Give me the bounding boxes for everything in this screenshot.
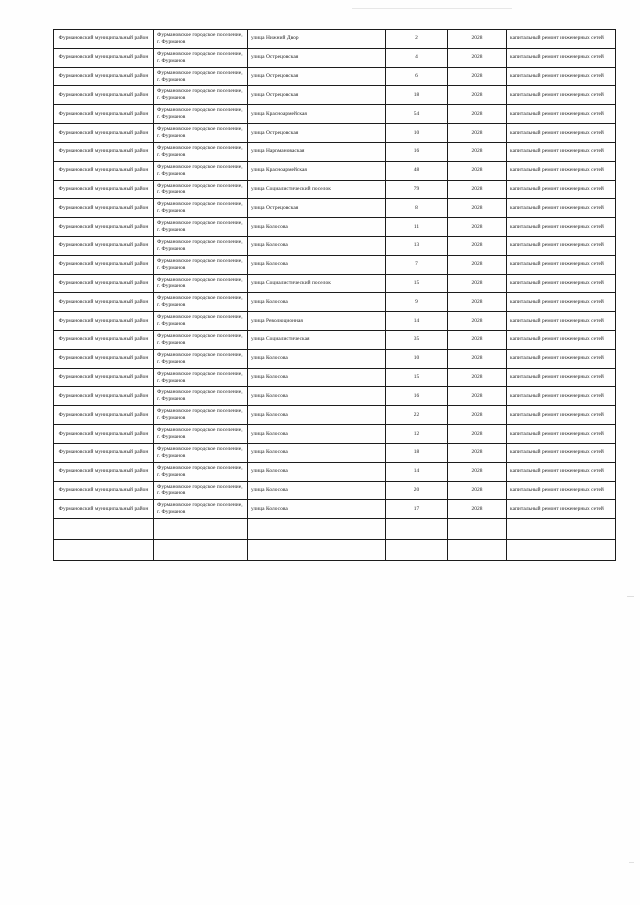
cell-settlement: Фурмановское городское поселение, г. Фурманов [154, 142, 248, 161]
table-row [54, 48, 616, 67]
cell-work-type: капитальный ремонт инженерных сетей [507, 462, 616, 481]
cell-region: Фурмановский муниципальный район [54, 500, 154, 519]
cell-street: улица Колосова [248, 443, 386, 462]
cell-year: 2028 [448, 236, 507, 255]
cell-region: Фурмановский муниципальный район [54, 124, 154, 143]
cell-settlement: Фурмановское городское поселение, г. Фурманов [154, 293, 248, 312]
cell-house: 10 [386, 124, 448, 143]
cell-year: 2028 [448, 368, 507, 387]
cell-year-empty [448, 540, 507, 561]
cell-house: 11 [386, 218, 448, 237]
table-row [54, 331, 616, 350]
cell-settlement: Фурмановское городское поселение, г. Фурманов [154, 481, 248, 500]
cell-settlement: Фурмановское городское поселение, г. Фурманов [154, 312, 248, 331]
cell-settlement: Фурмановское городское поселение, г. Фурманов [154, 86, 248, 105]
cell-settlement: Фурмановское городское поселение, г. Фурманов [154, 30, 248, 49]
cell-work-type: капитальный ремонт инженерных сетей [507, 86, 616, 105]
cell-house: 48 [386, 161, 448, 180]
cell-street: улица Колосова [248, 500, 386, 519]
cell-year: 2028 [448, 105, 507, 124]
cell-region: Фурмановский муниципальный район [54, 481, 154, 500]
scan-artifact-top [352, 8, 512, 9]
cell-house: 18 [386, 443, 448, 462]
cell-house: 15 [386, 368, 448, 387]
cell-house: 2 [386, 30, 448, 49]
cell-work-type-empty [507, 519, 616, 540]
table-row [54, 462, 616, 481]
cell-work-type: капитальный ремонт инженерных сетей [507, 255, 616, 274]
cell-region: Фурмановский муниципальный район [54, 274, 154, 293]
cell-year: 2028 [448, 124, 507, 143]
cell-street: улица Красноармейская [248, 161, 386, 180]
cell-street: улица Острецовская [248, 199, 386, 218]
cell-house: 7 [386, 255, 448, 274]
cell-work-type: капитальный ремонт инженерных сетей [507, 161, 616, 180]
cell-house: 18 [386, 86, 448, 105]
cell-region: Фурмановский муниципальный район [54, 199, 154, 218]
cell-year: 2028 [448, 161, 507, 180]
cell-street: улица Острецовская [248, 48, 386, 67]
cell-settlement: Фурмановское городское поселение, г. Фурманов [154, 124, 248, 143]
cell-work-type: капитальный ремонт инженерных сетей [507, 124, 616, 143]
cell-house: 17 [386, 500, 448, 519]
cell-work-type: капитальный ремонт инженерных сетей [507, 312, 616, 331]
cell-year: 2028 [448, 218, 507, 237]
cell-region: Фурмановский муниципальный район [54, 368, 154, 387]
cell-street: улица Колосова [248, 236, 386, 255]
cell-street: улица Социалистический поселок [248, 274, 386, 293]
table-row [54, 218, 616, 237]
cell-region-empty [54, 519, 154, 540]
cell-year: 2028 [448, 500, 507, 519]
cell-house: 79 [386, 180, 448, 199]
cell-year: 2028 [448, 462, 507, 481]
cell-work-type-empty [507, 540, 616, 561]
cell-street: улица Революционная [248, 312, 386, 331]
cell-region: Фурмановский муниципальный район [54, 387, 154, 406]
cell-settlement: Фурмановское городское поселение, г. Фурманов [154, 274, 248, 293]
cell-house: 14 [386, 462, 448, 481]
cell-work-type: капитальный ремонт инженерных сетей [507, 368, 616, 387]
table-row [54, 67, 616, 86]
cell-settlement: Фурмановское городское поселение, г. Фурманов [154, 105, 248, 124]
cell-year: 2028 [448, 180, 507, 199]
cell-settlement: Фурмановское городское поселение, г. Фурманов [154, 236, 248, 255]
cell-year: 2028 [448, 481, 507, 500]
cell-house: 12 [386, 425, 448, 444]
cell-street: улица Колосова [248, 387, 386, 406]
cell-work-type: капитальный ремонт инженерных сетей [507, 274, 616, 293]
cell-work-type: капитальный ремонт инженерных сетей [507, 406, 616, 425]
cell-settlement-empty [154, 540, 248, 561]
cell-year: 2028 [448, 86, 507, 105]
table-row [54, 274, 616, 293]
cell-house: 6 [386, 67, 448, 86]
cell-settlement: Фурмановское городское поселение, г. Фурманов [154, 443, 248, 462]
cell-region: Фурмановский муниципальный район [54, 443, 154, 462]
table-row [54, 368, 616, 387]
cell-house: 8 [386, 199, 448, 218]
table-row [54, 443, 616, 462]
cell-settlement: Фурмановское городское поселение, г. Фурманов [154, 500, 248, 519]
cell-work-type: капитальный ремонт инженерных сетей [507, 349, 616, 368]
cell-work-type: капитальный ремонт инженерных сетей [507, 293, 616, 312]
cell-house-empty [386, 519, 448, 540]
cell-street-empty [248, 519, 386, 540]
cell-house: 14 [386, 312, 448, 331]
cell-region-empty [54, 540, 154, 561]
cell-settlement: Фурмановское городское поселение, г. Фурманов [154, 349, 248, 368]
cell-year: 2028 [448, 274, 507, 293]
table-row [54, 124, 616, 143]
table-row [54, 180, 616, 199]
cell-year: 2028 [448, 443, 507, 462]
cell-year: 2028 [448, 312, 507, 331]
table-row [54, 199, 616, 218]
cell-settlement: Фурмановское городское поселение, г. Фурманов [154, 462, 248, 481]
cell-house: 16 [386, 387, 448, 406]
cell-region: Фурмановский муниципальный район [54, 161, 154, 180]
table-body [54, 30, 616, 561]
cell-region: Фурмановский муниципальный район [54, 180, 154, 199]
cell-work-type: капитальный ремонт инженерных сетей [507, 500, 616, 519]
cell-settlement: Фурмановское городское поселение, г. Фурманов [154, 161, 248, 180]
table-row [54, 86, 616, 105]
cell-region: Фурмановский муниципальный район [54, 236, 154, 255]
table-row [54, 161, 616, 180]
cell-street: улица Острецовская [248, 124, 386, 143]
cell-year: 2028 [448, 349, 507, 368]
cell-house: 15 [386, 274, 448, 293]
cell-settlement: Фурмановское городское поселение, г. Фурманов [154, 67, 248, 86]
cell-settlement: Фурмановское городское поселение, г. Фурманов [154, 368, 248, 387]
cell-region: Фурмановский муниципальный район [54, 105, 154, 124]
table-row [54, 406, 616, 425]
cell-region: Фурмановский муниципальный район [54, 142, 154, 161]
cell-region: Фурмановский муниципальный район [54, 425, 154, 444]
cell-year: 2028 [448, 293, 507, 312]
cell-year: 2028 [448, 255, 507, 274]
cell-year: 2028 [448, 67, 507, 86]
cell-house: 35 [386, 331, 448, 350]
table-row [54, 293, 616, 312]
table-row [54, 236, 616, 255]
cell-street: улица Острецовская [248, 67, 386, 86]
table-row [54, 500, 616, 519]
cell-house-empty [386, 540, 448, 561]
cell-work-type: капитальный ремонт инженерных сетей [507, 236, 616, 255]
cell-region: Фурмановский муниципальный район [54, 218, 154, 237]
cell-year: 2028 [448, 387, 507, 406]
cell-street: улица Колосова [248, 462, 386, 481]
cell-street: улица Красноармейская [248, 105, 386, 124]
cell-year: 2028 [448, 199, 507, 218]
cell-region: Фурмановский муниципальный район [54, 312, 154, 331]
cell-street: улица Колосова [248, 255, 386, 274]
cell-settlement: Фурмановское городское поселение, г. Фурманов [154, 425, 248, 444]
cell-house: 20 [386, 481, 448, 500]
cell-street: улица Нижний Двор [248, 30, 386, 49]
cell-region: Фурмановский муниципальный район [54, 406, 154, 425]
cell-street: улица Колосова [248, 293, 386, 312]
cell-year: 2028 [448, 406, 507, 425]
capital-repair-table [53, 29, 616, 561]
cell-street: улица Колосова [248, 406, 386, 425]
cell-work-type: капитальный ремонт инженерных сетей [507, 443, 616, 462]
cell-settlement: Фурмановское городское поселение, г. Фурманов [154, 48, 248, 67]
cell-region: Фурмановский муниципальный район [54, 67, 154, 86]
cell-street: улица Острецовская [248, 86, 386, 105]
cell-region: Фурмановский муниципальный район [54, 30, 154, 49]
cell-street-empty [248, 540, 386, 561]
cell-work-type: капитальный ремонт инженерных сетей [507, 387, 616, 406]
cell-work-type: капитальный ремонт инженерных сетей [507, 425, 616, 444]
scan-artifact-right [627, 596, 634, 597]
cell-street: улица Колосова [248, 218, 386, 237]
scan-artifact-right-lower [629, 862, 634, 863]
cell-street: улица Колосова [248, 368, 386, 387]
cell-settlement: Фурмановское городское поселение, г. Фурманов [154, 331, 248, 350]
cell-settlement: Фурмановское городское поселение, г. Фурманов [154, 406, 248, 425]
cell-settlement: Фурмановское городское поселение, г. Фурманов [154, 255, 248, 274]
cell-year: 2028 [448, 48, 507, 67]
cell-year: 2028 [448, 331, 507, 350]
cell-house: 9 [386, 293, 448, 312]
table-row [54, 349, 616, 368]
cell-region: Фурмановский муниципальный район [54, 48, 154, 67]
cell-work-type: капитальный ремонт инженерных сетей [507, 105, 616, 124]
table-row [54, 255, 616, 274]
cell-settlement: Фурмановское городское поселение, г. Фурманов [154, 180, 248, 199]
cell-region: Фурмановский муниципальный район [54, 293, 154, 312]
cell-work-type: капитальный ремонт инженерных сетей [507, 218, 616, 237]
cell-street: улица Колосова [248, 481, 386, 500]
cell-house: 4 [386, 48, 448, 67]
cell-year: 2028 [448, 30, 507, 49]
cell-street: улица Социалистическая [248, 331, 386, 350]
cell-work-type: капитальный ремонт инженерных сетей [507, 199, 616, 218]
cell-work-type: капитальный ремонт инженерных сетей [507, 180, 616, 199]
cell-settlement: Фурмановское городское поселение, г. Фурманов [154, 387, 248, 406]
cell-house: 10 [386, 349, 448, 368]
cell-house: 22 [386, 406, 448, 425]
cell-settlement: Фурмановское городское поселение, г. Фурманов [154, 218, 248, 237]
cell-region: Фурмановский муниципальный район [54, 349, 154, 368]
table-row [54, 105, 616, 124]
table-row [54, 481, 616, 500]
cell-street: улица Колосова [248, 425, 386, 444]
cell-work-type: капитальный ремонт инженерных сетей [507, 481, 616, 500]
table-row-empty [54, 540, 616, 561]
cell-house: 16 [386, 142, 448, 161]
cell-settlement-empty [154, 519, 248, 540]
cell-year-empty [448, 519, 507, 540]
cell-work-type: капитальный ремонт инженерных сетей [507, 142, 616, 161]
cell-year: 2028 [448, 142, 507, 161]
cell-settlement: Фурмановское городское поселение, г. Фурманов [154, 199, 248, 218]
cell-street: улица Нарnмановаская [248, 142, 386, 161]
cell-region: Фурмановский муниципальный район [54, 86, 154, 105]
cell-house: 54 [386, 105, 448, 124]
cell-work-type: капитальный ремонт инженерных сетей [507, 67, 616, 86]
cell-region: Фурмановский муниципальный район [54, 255, 154, 274]
cell-region: Фурмановский муниципальный район [54, 331, 154, 350]
table-row-empty [54, 519, 616, 540]
cell-region: Фурмановский муниципальный район [54, 462, 154, 481]
table-row [54, 425, 616, 444]
cell-street: улица Колосова [248, 349, 386, 368]
table-row [54, 142, 616, 161]
cell-work-type: капитальный ремонт инженерных сетей [507, 48, 616, 67]
table-row [54, 312, 616, 331]
cell-street: улица Социалистический поселок [248, 180, 386, 199]
table-row [54, 387, 616, 406]
cell-work-type: капитальный ремонт инженерных сетей [507, 30, 616, 49]
cell-house: 13 [386, 236, 448, 255]
table-row [54, 30, 616, 49]
cell-work-type: капитальный ремонт инженерных сетей [507, 331, 616, 350]
cell-year: 2028 [448, 425, 507, 444]
